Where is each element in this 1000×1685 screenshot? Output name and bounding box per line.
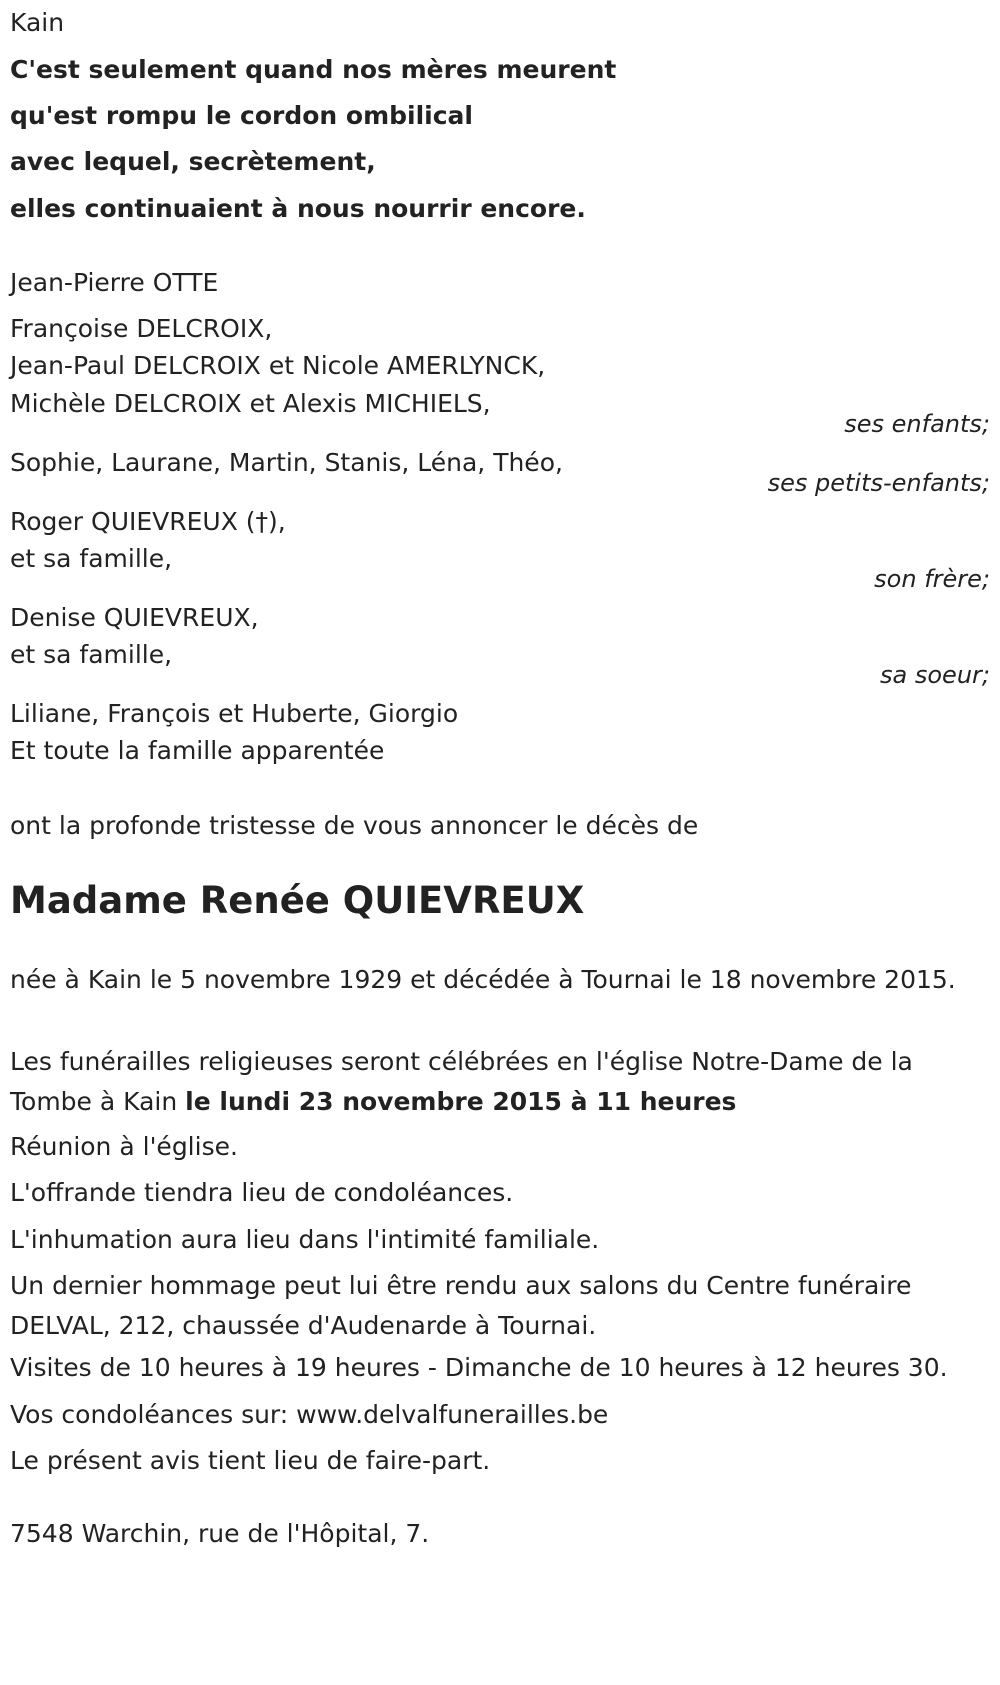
brother-line-2: et sa famille,: [10, 544, 173, 573]
sister-relation: sa soeur;: [880, 661, 990, 689]
child-1: Françoise DELCROIX,: [10, 314, 273, 343]
grandchildren-relation: ses petits-enfants;: [767, 469, 990, 497]
offering: L'offrande tiendra lieu de condoléances.: [10, 1178, 514, 1207]
sister-line-2: et sa famille,: [10, 640, 173, 669]
poem-line-4: elles continuaient à nous nourrir encore.: [10, 194, 586, 223]
deceased-name: Madame Renée QUIEVREUX: [10, 879, 585, 922]
birth-death: née à Kain le 5 novembre 1929 et décédée à Tournai le 18 novembre 2015.: [10, 965, 956, 994]
child-3: Michèle DELCROIX et Alexis MICHIELS,: [10, 389, 491, 418]
announcement: ont la profonde tristesse de vous annoncer le décès de: [10, 811, 699, 840]
meeting: Réunion à l'église.: [10, 1132, 238, 1161]
child-2: Jean-Paul DELCROIX et Nicole AMERLYNCK,: [10, 351, 546, 380]
funeral-info: [10, 1042, 990, 1122]
address: 7548 Warchin, rue de l'Hôpital, 7.: [10, 1519, 430, 1548]
tribute: Un dernier hommage peut lui être rendu aux salons du Centre funéraire DELVAL, 212, chaussée d'Audenarde à Tournai.: [10, 1271, 912, 1340]
burial: L'inhumation aura lieu dans l'intimité familiale.: [10, 1225, 600, 1254]
condolences-label: Vos condoléances sur:: [10, 1400, 297, 1429]
brother-line-1: Roger QUIEVREUX (†),: [10, 507, 286, 536]
sister-line-1: Denise QUIEVREUX,: [10, 603, 259, 632]
others-line-2: Et toute la famille apparentée: [10, 736, 385, 765]
visits: Visites de 10 heures à 19 heures - Dimanche de 10 heures à 12 heures 30.: [10, 1353, 948, 1382]
funeral-text: Les funérailles religieuses seront célébrées en l'église Notre-Dame de la Tombe à Kain: [10, 1047, 913, 1116]
funeral-date: le lundi 23 novembre 2015 à 11 heures: [185, 1087, 737, 1116]
condolences-link[interactable]: www.delvalfunerailles.be: [296, 1400, 609, 1429]
poem-author: Jean-Pierre OTTE: [10, 268, 219, 297]
place-header: Kain: [10, 8, 65, 37]
poem-line-3: avec lequel, secrètement,: [10, 147, 376, 176]
brother-relation: son frère;: [874, 565, 990, 593]
poem-line-2: qu'est rompu le cordon ombilical: [10, 101, 474, 130]
condolences: [10, 1400, 608, 1429]
children-relation: ses enfants;: [844, 410, 990, 438]
notice: Le présent avis tient lieu de faire-part.: [10, 1446, 491, 1475]
others-line-1: Liliane, François et Huberte, Giorgio: [10, 699, 459, 728]
grandchildren: Sophie, Laurane, Martin, Stanis, Léna, Théo,: [10, 448, 563, 477]
poem-line-1: C'est seulement quand nos mères meurent: [10, 55, 617, 84]
